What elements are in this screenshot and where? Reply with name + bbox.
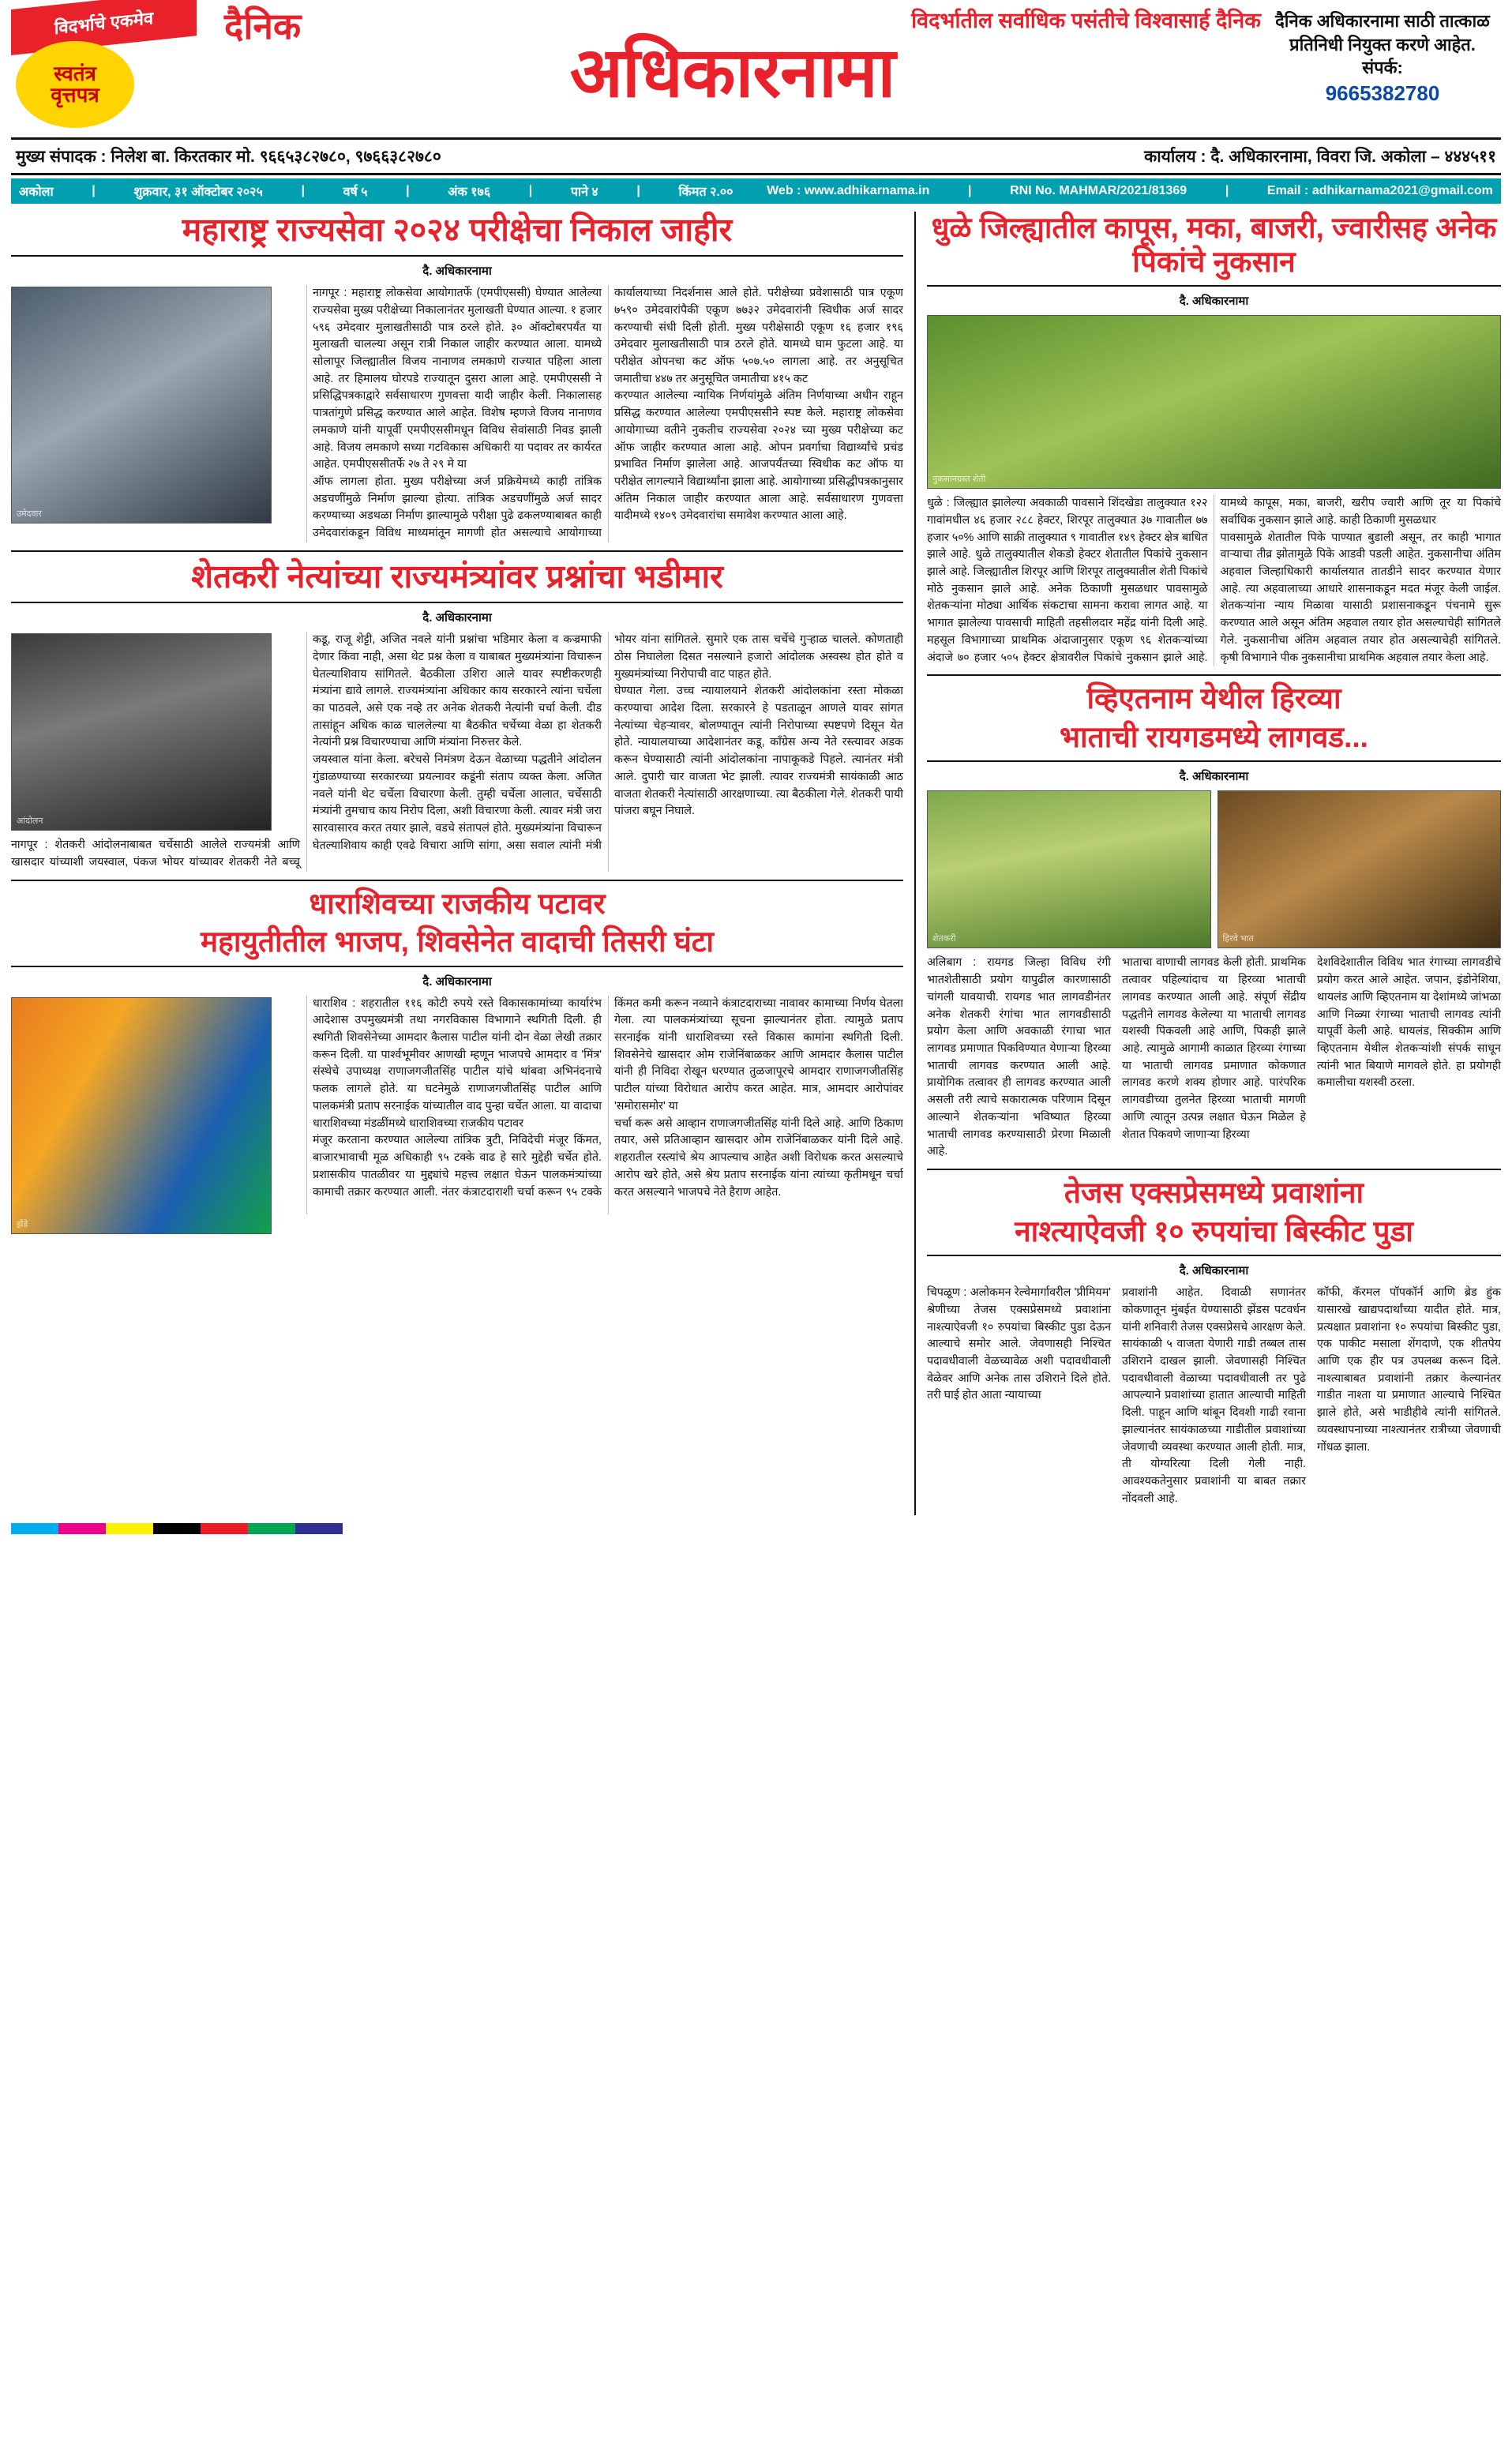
story1-photo-label: उमेदवार [17, 509, 42, 520]
story3-col1: नागपूर : शेतकरी आंदोलनाबाबत चर्चेसाठी आलेले राज्यमंत्री आणि खासदार यांच्याशी जयस्वाल, पंकज भोयर यांच्यावर शेतकरी नेते बच्चू कडू, राजू शेट्टी, अजित नवले यांनी प्रश्नांचा भडिमार केला व कज्रमाफी देणार किंवा नाही, असा थेट प्रश्न केला व याबाबत मुख्यमंत्र्यांना विचारून घेतल्याशिवाय सांगितले. बैठकीला उशिरा आले यावर स्पष्टीकरणही मंत्र्यांना द्यावे लागले. राज्यमंत्र्यांना अधिकार काय सरकारने त्यांना चर्चेला का पाठवले, असे एक नव्हे तर अनेक शेतकरी नेत्यांनी चर्चा केली. दीड तासांहून अधिक काळ चाललेल्या या बैठकीत चर्चेच्या वेळा हा शेतकरी नेत्यांनी प्रश्न विचारण्याचा आणि मंत्र्यांना निरुत्तर केले. [11, 633, 602, 869]
story6-col1: चिपळूण : अलोकमन रेल्वेमार्गावरील 'प्रीमियम' श्रेणीच्या तेजस एक्सप्रेसमध्ये प्रवाशांना नाश्त्याऐवजी १० रुपयांचा बिस्कीट पुडा देऊन आल्याचे समोर आले. जेवणासही निश्चित पदावधीवाली वेळच्यावेळ अशी पदावधीवाली वेळेवर आणि अनेक तास उशिराने दिले होते. तरी घाई होत आता न्यायाच्या [927, 1286, 1111, 1402]
issue-year: वर्ष ५ [343, 186, 368, 199]
masthead [11, 0, 1501, 133]
story-mpsc-result [11, 212, 903, 542]
story5-photo [11, 997, 272, 1234]
info-separator-6: | [968, 184, 972, 197]
story3-photo [11, 633, 272, 831]
story3-byline: दै. अधिकारनामा [422, 611, 492, 625]
issue-email[interactable]: Email : adhikarnama2021@gmail.com [1266, 184, 1493, 197]
left-column-group [11, 212, 903, 1515]
story4-photo-2 [1217, 790, 1502, 948]
issue-price: किंमत २.०० [678, 186, 733, 199]
story3-rule [11, 602, 903, 603]
cmyk-magenta [58, 1523, 106, 1534]
story4-col3: देशविदेशातील विविध भात रंगाच्या लागवडीचे प्रयोग करत आले आहेत. जपान, इंडोनेशिया, थायलंड आणि व्हिएतनाम या देशांमध्ये जांभळा आणि निळ्या रंगाच्या भाताची लागवड त्यांनी यापूर्वी केली आहे. थायलंड, सिक्कीम आणि व्हिएतनाम येथील शेतकऱ्यांशी संपर्क साधून त्यांनी भात बियाणे मागवले होते. हा प्रयोगही कमालीचा यशस्वी ठरला. [1317, 956, 1501, 1090]
cmyk-red [201, 1523, 248, 1534]
cmyk-yellow [106, 1523, 153, 1534]
issue-pages: पाने ४ [570, 186, 598, 199]
right-column-group [914, 212, 1501, 1515]
page-content [11, 212, 1501, 1515]
story4-photo-1-label: शेतकरी [932, 934, 956, 944]
story2-col1: धुळे : जिल्ह्यात झालेल्या अवकाळी पावसाने शिंदखेडा तालुक्यात १२२ गावांमधील ४६ हजार २८८ हेक्टर, शिरपूर तालुक्यात ३७ गावातील ७७ हजार ५०% आणि साक्री तालुक्यात ९ गावातील १४९ हेक्टर क्षेत्र बाधित झाले आहे. धुळे तालुक्यातील शेकडो हेक्टर शेतातील पिकांचे नुकसान झाले आहे. जिल्ह्यातील शिरपूर आणि शिरपूर तालुक्यातील शेती पिकांचे मोठे नुकसान झाले आहे. अनेक ठिकाणी मुसळधार पावसामुळे शेतकऱ्यांना मोठ्या आर्थिक संकटाचा सामना करावा लागत आहे. या भागात झालेल्या पावसाची माहिती तहसीलदार महेंद्र यांनी दिली आहे. महसूल विभागाच्या प्राथमिक अंदाजानुसार एकूण ९६ शेतकऱ्यांच्या अंदाजे ७० हजार ५०५ हेक्टर क्षेत्रावरील पिकांचे नुकसान झाले आहे. यामध्ये कापूस, मका, बाजरी, खरीप ज्वारी आणि तूर या पिकांचे सर्वाधिक नुकसान झाले आहे. काही ठिकाणी मुसळधार [927, 497, 1501, 664]
story6-rule [927, 1255, 1501, 1256]
issue-date: शुक्रवार, ३१ ऑक्टोबर २०२५ [133, 186, 263, 199]
story2-photo-label: नुकसानग्रस्त शेती [932, 475, 986, 485]
story-vietnam-green-rice [927, 682, 1501, 1161]
issue-number: अंक १७६ [448, 186, 491, 199]
story4-headline-2: भाताची रायगडमध्ये लागवड... [1060, 720, 1368, 753]
story4-headline-1: व्हिएतनाम येथील हिरव्या [1086, 682, 1341, 715]
issue-info-bar [11, 178, 1501, 204]
story6-col2: प्रवाशांनी आहेत. दिवाळी सणानंतर कोकणातून मुंबईत येण्यासाठी झेंडस पटवर्धन यांनी शनिवारी तेजस एक्सप्रेसचे आरक्षण केले. सायंकाळी ५ वाजता येणारी गाडी तब्बल तास उशिराने दाखल झाली. जेवणासही निश्चित पदावधीवाली वेळाच्या पदावधीवाली तर पुढे आपल्याने प्रवाशांच्या हातात आल्याची माहिती दिली. पाहून आणि थांबून दिवशी गाढी रवाना झाल्यानंतर सायंकाळच्या गाडीतील प्रवाशांच्या जेवणाची व्यवस्था करण्यात आली होती. मात्र, ती योग्यरित्या दिली गेली नाही. आवश्यकतेनुसार प्रवाशांनी या बाबत तक्रार नोंदवली आहे. [1122, 1286, 1306, 1505]
masthead-logo [11, 6, 201, 133]
story5-col1: धाराशिव : शहरातील ११६ कोटी रुपये रस्ते विकासकामांच्या कार्यारंभ आदेशास उपमुख्यमंत्री तथा नगरविकास विभागाने स्थगिती दिली. ही स्थगिती शिवसेनेच्या आमदार कैलास पाटील यांनी दोन वेळा लेखी तक्रार करून दिली. या पार्श्वभूमीवर आणखी म्हणून भाजपचे आमदार व 'मिंत्र' संस्थेचे उपाध्यक्ष राणाजगजीतसिंह पाटील यांचे थांबवा अभिनंदनाचे फलक लागले होते. या घटनेमुळे राणाजगजीतसिंह पाटील आणि पालकमंत्री प्रताप सरनाईक यांच्यातील वाद पुन्हा चर्चेत आला. या वादाचा धाराशिवच्या मंडळींमध्ये धाराशिवच्या राजकीय पटावर [313, 996, 602, 1130]
logo-line-1: स्वतंत्र [54, 61, 96, 85]
story6-columns [927, 1285, 1501, 1507]
divider-2 [11, 880, 903, 881]
masthead-title: अधिकारनामा [569, 33, 895, 111]
story5-rule [11, 966, 903, 967]
issue-web[interactable]: Web : www.adhikarnama.in [767, 184, 930, 197]
story4-photo-1 [927, 790, 1211, 948]
story4-col1: अलिबाग : रायगड जिल्हा विविध रंगी भातशेतीसाठी प्रयोग यापुढील कारणासाठी चांगली यावयाची. रायगड भात लागवडीनंतर अनेक शेतकरी रंगांचा भात लागवडीसाठी प्रयोग केला आणि अवकाळी रंगाचा भात लागवड प्रमाणात पिकविण्यात येणाऱ्या हिरव्या भाताची लागवड करण्यात आली आहे. प्रायोगिक तत्वावर ही लागवड करण्यात आली असली तरी त्याचे सकारात्मक परिणाम दिसून आल्याने शेतकऱ्यांना भविष्यात हिरव्या भाताची लागवड करण्यासाठी प्रेरणा मिळाली आहे. [927, 956, 1111, 1158]
story1-rule [11, 255, 903, 257]
info-separator-5: | [636, 184, 640, 197]
divider-4 [927, 1169, 1501, 1170]
story3-photo-label: आंदोलन [17, 816, 43, 827]
cmyk-cyan [11, 1523, 58, 1534]
story2-headline: धुळे जिल्ह्यातील कापूस, मका, बाजरी, ज्वारीसह अनेक पिकांचे नुकसान [931, 212, 1497, 278]
masthead-logo-circle [16, 41, 134, 128]
contact-phone: 9665382780 [1325, 81, 1440, 106]
story5-col3: चर्चा करू असे आव्हान राणाजगजीतसिंह यांनी दिले आहे. आणि ठिकाण तयार, असे प्रतिआव्हान खासदार ओम राजेनिंबाळकर यांनी दिले आहे. शहरातील रस्त्यांचे श्रेय आपल्याच आहेत अशी विरोधक करत असल्याचे आरोप खरे होते, असे श्रेय प्रताप सरनाईक यांना त्यांच्या कृतीमधून चर्चा करत असल्याने भाजपचे नेते हैराण आहेत. [614, 1116, 903, 1199]
story1-headline: महाराष्ट्र राज्यसेवा २०२४ परीक्षेचा निकाल जाहीर [182, 212, 733, 248]
info-separator-2: | [301, 184, 305, 197]
issue-place: अकोला [19, 186, 54, 199]
cmyk-blue [295, 1523, 343, 1534]
story2-photo [927, 315, 1501, 489]
masthead-center [201, 6, 1264, 111]
story4-photo-2-label: हिरवे भात [1222, 934, 1254, 944]
masthead-corner-banner: विदर्भाचे एकमेव [11, 0, 197, 55]
cmyk-black [153, 1523, 201, 1534]
masthead-dainik: दैनिक [224, 6, 302, 47]
story-dhule-crop-loss [927, 212, 1501, 666]
story1-col3: करण्यात आलेल्या न्यायिक निर्णयांमुळे अंतिम निर्णयाच्या अधीन राहून प्रसिद्ध करण्यात आलेल्या एमपीएससीने स्पष्ट केले. महाराष्ट्र लोकसेवा आयोगाच्या वतीने नुकतीच राज्यसेवा २०२४ च्या मुख्य परीक्षेच्या कट ऑफ जाहीर करण्यात आला आहे. ओपन प्रवर्गाचा विद्यार्थ्यांचे प्रचंड प्रभावित निर्माण झालेला आहे. आजपर्यंतच्या स्विधीक कट ऑफ या परीक्षेत लागल्याने विद्यार्थ्यांना झाला आहे. आयोगाच्या प्रसिद्धीपत्रकानुसार अंतिम निकाल जाहीर करण्यात आला आहे. सर्वसाधारण गुणवत्ता यादीमध्ये १४०९ उमेदवारांचा समावेश करण्यात आला आहे. [614, 389, 903, 523]
story4-rule [927, 760, 1501, 762]
story5-headline-1: धाराशिवच्या राजकीय पटावर [309, 887, 606, 920]
story-dharashiv-politics [11, 887, 903, 1229]
story6-headline-1: तेजस एक्सप्रेसमध्ये प्रवाशांना [1064, 1176, 1364, 1209]
contact-label: संपर्क: [1362, 58, 1403, 78]
masthead-tagline: विदर्भातील सर्वाधिक पसंतीचे विश्वासार्ह दैनिक [911, 9, 1261, 32]
story4-columns [927, 955, 1501, 1161]
story5-headline-2: महायुतीतील भाजप, शिवसेनेत वादाची तिसरी घंटा [201, 925, 714, 959]
divider-1 [11, 550, 903, 552]
chief-editor-info: मुख्य संपादक : निलेश बा. किरतकार मो. ९६६५३८२७८०, ९७६६३८२७८० [16, 148, 441, 166]
story4-col2: भाताचा वाणाची लागवड केली होती. प्राथमिक तत्वावर पहिल्यांदाच या हिरव्या भाताची लागवड करण्यात आली आहे. संपूर्ण सेंद्रीय पद्धतीने लागवड केलेल्या या भाताची लागवड यशस्वी पिकवली आहे आणि, पिकही झाले आहे. त्यामुळे आगामी काळात हिरव्या रंगाच्या या भाताची लागवड प्रमाणात कोकणात लागवड करणे शक्य होणार आहे. पारंपरिक लागवडीच्या तुलनेत हिरव्या भाताची मागणी आणि त्यातून उत्पन्न लक्षात घेऊन मिळेल हे शेतात पिकवणे जाणाऱ्या हिरव्या [1122, 956, 1306, 1141]
story1-photo [11, 287, 272, 524]
story2-columns [927, 495, 1501, 666]
story5-photo-label: झेंडे [17, 1219, 28, 1229]
story1-columns [11, 285, 903, 542]
story3-columns [11, 632, 903, 871]
story1-byline: दै. अधिकारनामा [422, 265, 492, 279]
story2-col2: पावसामुळे शेतातील पिके पाण्यात बुडाली असून, तर काही भागात वाऱ्याचा तीव्र झोतामुळे पिके आडवी पडली आहेत. नुकसानीचा अंतिम अहवाल जिल्हाधिकारी कार्यालयात तातडीने सादर करण्यात येणार आहे. त्या अहवालाच्या आधारे शासनाकडून मदत मंजूर केली जाईल. शेतकऱ्यांना न्याय मिळावा यासाठी प्रशासनाकडून पंचनामे सुरू करण्यात आले असून अंतिम अहवाल तयार होत असल्याचेही सांगितले गेले. नुकसानीचा अंतिम अहवाल तयार होत असल्याचेही सांगितले. कृषी विभागाने पीक नुकसानीचा प्राथमिक अहवाल तयार केला आहे. [1220, 531, 1501, 664]
info-separator-4: | [528, 184, 533, 197]
cmyk-registration-bar [11, 1523, 1501, 1534]
story5-byline: दै. अधिकारनामा [422, 974, 492, 989]
story5-columns [11, 996, 903, 1229]
cmyk-green [248, 1523, 295, 1534]
story-tejas-express-snack [927, 1176, 1501, 1507]
story6-col3: कॉफी, कॅरमल पॉपकॉर्न आणि ब्रेड हुंक यासारखे खाद्यपदार्थांच्या यादीत होते. मात्र, प्रत्यक्षात प्रवाशांना १० रुपयांचा बिस्कीट पुडा, एक पाकीट मसाला शेंगदाणे, एक शीतपेय आणि एक हीर पत्र उपलब्ध करून दिले. नाश्त्याबाबत प्रवाशांनी तक्रार केल्यानंतर गाडीत नाश्ता या प्रमाणात आल्याचे निश्चित झाले होते, असे भाडीहीवे त्यांनी सांगितले. व्यवस्थापनाच्या नाश्त्यानंतर रात्रीच्या जेवणाची गोंधळ झाला. [1317, 1286, 1501, 1454]
story1-col2: ऑफ लागला होता. मुख्य परीक्षेच्या अर्ज प्रक्रियेमध्ये काही तांत्रिक अडचणींमुळे निर्माण झाल्या होत्या. तांत्रिक अडचणींमुळे अर्ज सादर करण्याच्या अडथळा निर्माण झाल्यामुळे परीक्षा पुढे ढकलण्याबाबत काही उमेदवारांकडून विविध माध्यमांतून मागणी होत असल्याचे आयोगाच्या कार्यालयाच्या निदर्शनास आले होते. परीक्षेच्या प्रवेशासाठी पात्र एकूण ७५९० उमेदवारांपैकी एकूण ७७३२ उमेदवारांनी स्विधीक अर्ज सादर करण्याची संधी दिली होती. मुख्य परीक्षेसाठी एकूण १६ हजार १९६ उमेदवार मुलाखतीसाठी पात्र ठरले होते. यामध्ये घाम फुटला आहे. या परीक्षेत ओपनचा कट ऑफ ५०७.५० लागला आहे. तर अनुसूचित जमातीचा ४४७ तर अनुसूचित जमातीचा ४१५ कट [313, 287, 903, 540]
story3-headline: शेतकरी नेत्यांच्या राज्यमंत्र्यांवर प्रश्नांचा भडीमार [191, 557, 723, 595]
info-separator-1: | [92, 184, 96, 197]
story1-col1: नागपूर : महाराष्ट्र लोकसेवा आयोगातर्फे (एमपीएससी) घेण्यात आलेल्या राज्यसेवा मुख्य परीक्षेच्या निकालानंतर मुलाखती घेण्यात आल्या. १ हजार ५९६ उमेदवार मुलाखतीसाठी पात्र ठरले होते. ३० ऑक्टोबरपर्यंत या मुलाखती चालल्या असून रात्री निकाल जाहीर करण्यात आला. यामध्ये सोलापूर जिल्ह्यातील विजय नानाणव लमकाणे राज्यात पहिला आला आहे. तर हिमालय घोरपडे राज्यातून दुसरा आला आहे. एमपीएससी ने प्रसिद्धिपत्रकाद्वारे सर्वसाधारण गुणवत्ता यादी जाहीर केली. निकालासह पात्रतांगुणे प्रसिद्ध करण्यात आले आहेत. विशेष म्हणजे विजय नानाणव लमकाणे यांनी यापूर्वी एमपीएससीमधून विविध सेवांसाठी निवड झाली आहे. विजय लमकाणे सध्या गटविकास अधिकारी या पदावर तर कार्यरत आहेत. एमपीएससीतर्फे २७ ते २९ मे या [313, 287, 602, 471]
story2-byline: दै. अधिकारनामा [1179, 295, 1249, 309]
info-separator-7: | [1225, 184, 1229, 197]
story3-col2: जयस्वाल यांना केला. बरेचसे निमंत्रण देऊन वेळाच्या पद्धतीने आंदोलन गुंडाळण्याच्या सरकारच्या प्रयत्नावर कडूंनी संताप व्यक्त केला. अजित नवले यांनी थेट चर्चेला विचारणा केली. तुम्ही चर्चेला आलात, चर्चेसाठी मंत्र्यांनी तुमचाच काय निरोप दिला, अशी विचारणा केली. त्यावर मंत्री जरा सारवासारव करत तयार झाले, वडचे संतापलं होते. मुख्यमंत्र्यांना विचारून घेतल्याशिवाय काही एवढे विचारा आणि सांगा, असा सवाल त्यांनी मंत्री भोयर यांना सांगितले. सुमारे एक तास चर्चेचे गुऱ्हाळ चालले. कोणताही ठोस निघालेला दिसत नसल्याने हजारो आंदोलक अस्वस्थ होत होते व मुख्यमंत्र्यांच्या निरोपाची वाट पाहत होते. [313, 633, 903, 852]
story5-col2: मंजूर करताना करण्यात आलेल्या तांत्रिक त्रुटी, निविदेची मंजूर किंमत, बाजारभावाची मूळ अधिकाही ९५ टक्के वाढ हे सारे मुद्देही चर्चेत होते. प्रशासकीय पातळीवर या मुद्द्यांचे महत्त्व लक्षात घेऊन पालकमंत्र्यांच्या कामाची तक्रार करण्यात आली. नंतर कंत्राटदाराशी चर्चा करून ९५ टक्के किंमत कमी करून नव्याने कंत्राटदाराच्या नावावर कामाच्या निर्णय घेतला गेला. त्या पालकमंत्र्यांच्या सूचना झाल्यानंतर होता. त्यामुळे प्रताप सरनाईक यांनी धाराशिवच्या रस्ते विकास कामांना स्थगिती दिली. शिवसेनेचे खासदार ओम राजेनिंबाळकर आणि आमदार कैलास पाटील यांनी ही निविदा रोखून धरण्यात तुळजापूरचे आमदार राणाजगजीतसिंह पाटील यांच्या विरोधात आरोप करत आहेत. मात्र, आमदार आरोपांवर 'समोरासमोर' या [313, 996, 903, 1199]
info-separator-3: | [406, 184, 410, 197]
story4-media-row [927, 790, 1501, 948]
story6-headline-2: नाश्त्याऐवजी १० रुपयांचा बिस्कीट पुडा [1015, 1214, 1413, 1248]
editor-bar [11, 137, 1501, 175]
masthead-recruitment-note [1264, 6, 1501, 107]
story3-col3: घेण्यात गेला. उच्च न्यायालयाने शेतकरी आंदोलकांना रस्ता मोकळा करण्याचा आदेश दिला. सरकारने हे पडताळून आणले यावर सांगत नेत्यांच्या चेहऱ्यावर, बोलण्यातून त्यांनी निरोपाच्या स्पष्टपणे दिसून येत होते. न्यायालयाच्या आदेशानंतर कडू, काँग्रेस अन्य नेते रस्त्यावर अडक करून घेण्यासाठी त्यांनी आंदोलकांना नापाकूकडे पिहले. त्यानंतर मंत्री आले. दुपारी चार वाजता भेट झाली. त्यावर राज्यमंत्री सायंकाळी आठ वाजता शेतकरी नेत्यांसाठी आरक्षणाच्या. त्या बैठकीला गेले. शेतकरी पायी पांजरा बघून निघाले. [614, 685, 903, 818]
story-farmer-leaders [11, 558, 903, 872]
logo-line-2: वृत्तपत्र [51, 83, 99, 107]
story4-byline: दै. अधिकारनामा [1179, 770, 1249, 784]
issue-rni: RNI No. MAHMAR/2021/81369 [1010, 184, 1187, 197]
story2-rule [927, 285, 1501, 287]
story6-byline: दै. अधिकारनामा [1179, 1264, 1249, 1278]
divider-3 [927, 674, 1501, 676]
office-address: कार्यालय : दै. अधिकारनामा, विवरा जि. अकोला – ४४४५११ [1144, 148, 1496, 166]
recruitment-text: दैनिक अधिकारनामा साठी तात्काळ प्रतिनिधी नियुक्त करणे आहेत. [1275, 11, 1490, 54]
